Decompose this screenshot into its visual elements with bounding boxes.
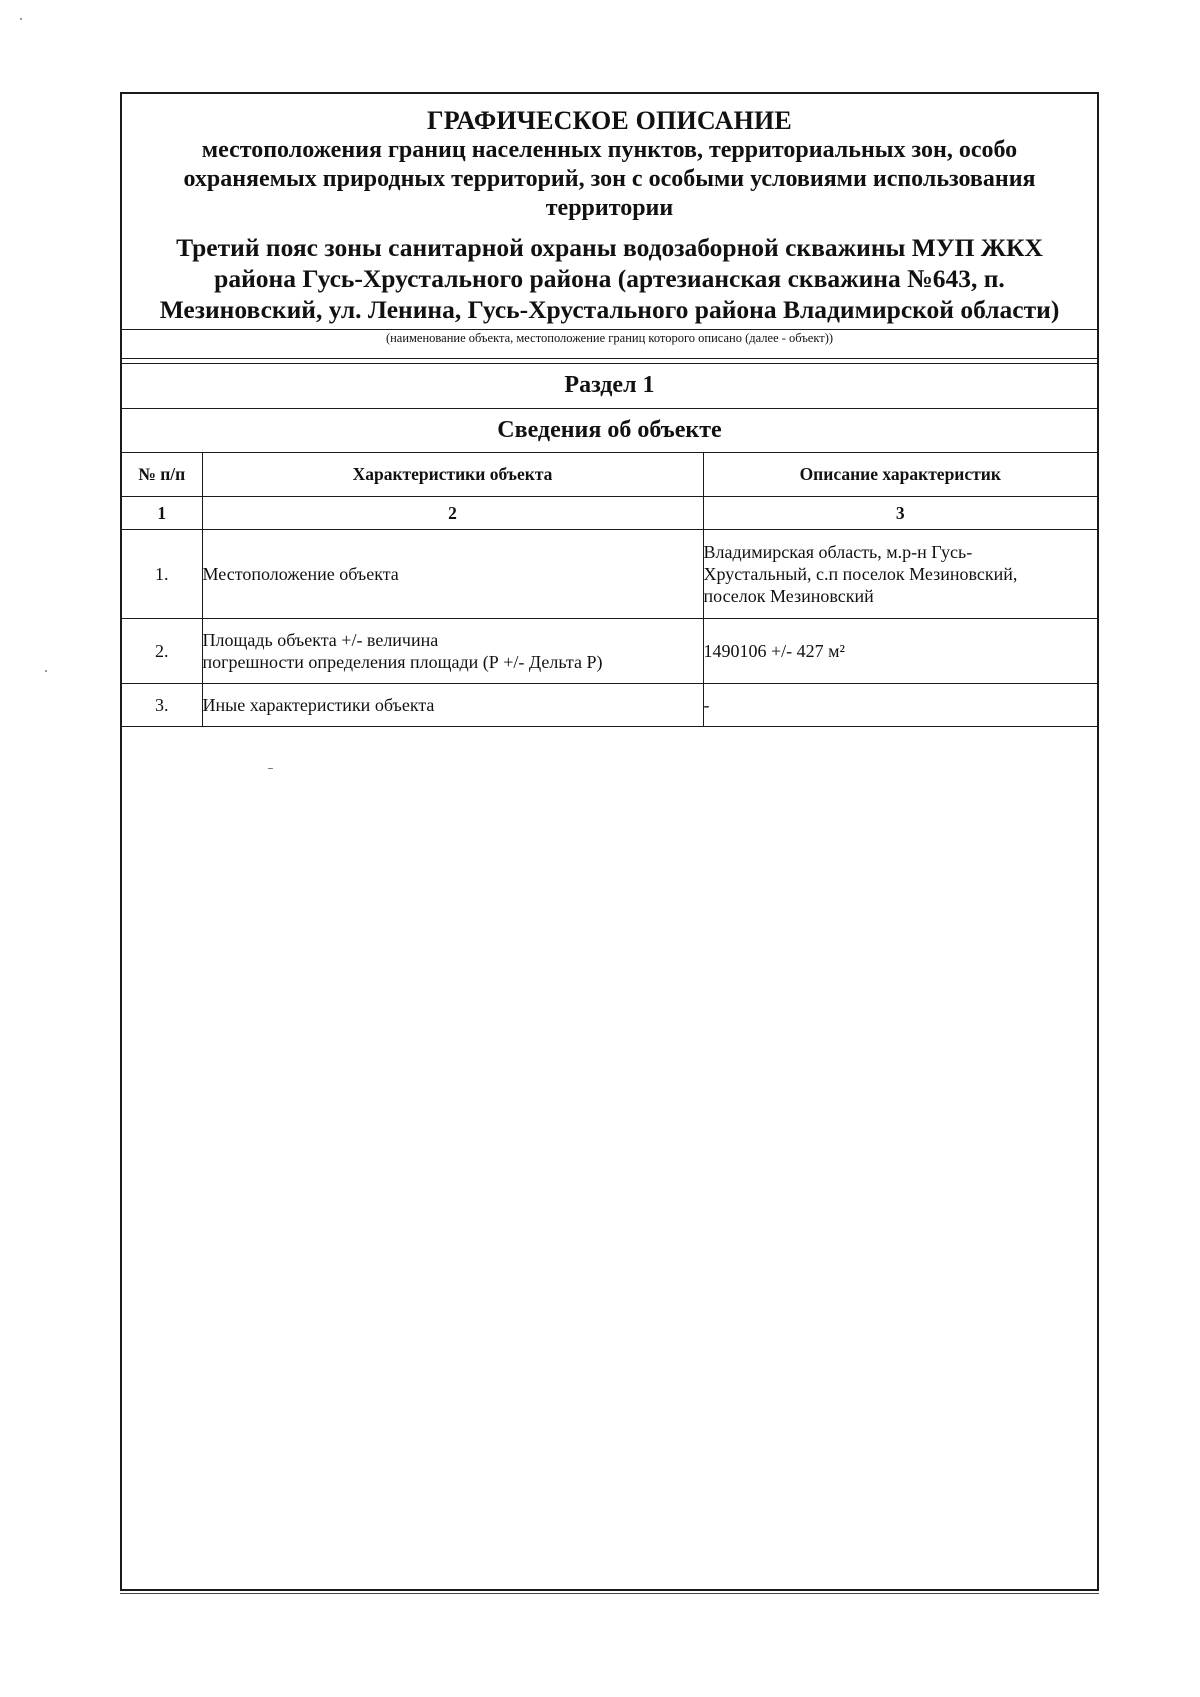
row-description [703, 530, 1097, 619]
table-header-row [122, 452, 1097, 497]
row-description: 1490106 +/- 427 м² [703, 619, 1097, 684]
row-characteristic: Иные характеристики объекта [202, 684, 703, 727]
column-header-description: Описание характеристик [703, 452, 1097, 497]
title-block [122, 94, 1097, 329]
scan-speck [268, 768, 273, 769]
column-number: 2 [202, 497, 703, 530]
row-characteristic [202, 619, 703, 684]
document-title: ГРАФИЧЕСКОЕ ОПИСАНИЕ [427, 106, 792, 135]
document-frame [120, 92, 1099, 1591]
subtitle-line-3: территории [545, 195, 674, 221]
row-number: 2. [122, 619, 202, 684]
column-header-characteristic: Характеристики объекта [202, 452, 703, 497]
column-number-row [122, 497, 1097, 530]
row-description: - [703, 684, 1097, 727]
object-name-line-1: Третий пояс зоны санитарной охраны водозаборной скважины МУП ЖКХ [176, 233, 1043, 262]
object-caption: (наименование объекта, местоположение границ которого описано (далее - объект)) [385, 331, 834, 345]
characteristic-line: Площадь объекта +/- величина [202, 630, 439, 650]
characteristic-line: погрешности определения площади (Р +/- Дельта Р) [202, 652, 603, 672]
column-header-number: № п/п [122, 452, 202, 497]
subtitle-line-1: местоположения границ населенных пунктов, территориальных зон, особо [201, 137, 1018, 163]
description-line: поселок Мезиновский [703, 586, 874, 606]
scan-speck [45, 670, 47, 672]
divider [122, 363, 1097, 364]
object-name-line-2: района Гусь-Хрустального района (артезианская скважина №643, п. [214, 264, 1005, 293]
divider [122, 408, 1097, 409]
description-line: Хрустальный, с.п поселок Мезиновский, [703, 564, 1018, 584]
section-title: Раздел 1 [564, 372, 655, 398]
section-subtitle: Сведения об объекте [497, 417, 722, 443]
description-line: Владимирская область, м.р-н Гусь- [703, 542, 973, 562]
object-name-line-3: Мезиновский, ул. Ленина, Гусь-Хрустального района Владимирской области) [159, 295, 1060, 324]
column-number: 3 [703, 497, 1097, 530]
table-row [122, 619, 1097, 684]
scan-speck [20, 18, 22, 20]
row-number: 1. [122, 530, 202, 619]
row-number: 3. [122, 684, 202, 727]
row-characteristic: Местоположение объекта [202, 530, 703, 619]
object-info-table [122, 452, 1097, 727]
table-row [122, 684, 1097, 727]
subtitle-line-2: охраняемых природных территорий, зон с особыми условиями использования [183, 166, 1036, 192]
divider [122, 358, 1097, 359]
frame-bottom-rule [120, 1593, 1099, 1594]
table-row [122, 530, 1097, 619]
object-name [122, 232, 1097, 325]
column-number: 1 [122, 497, 202, 530]
document-subtitle [122, 136, 1097, 223]
